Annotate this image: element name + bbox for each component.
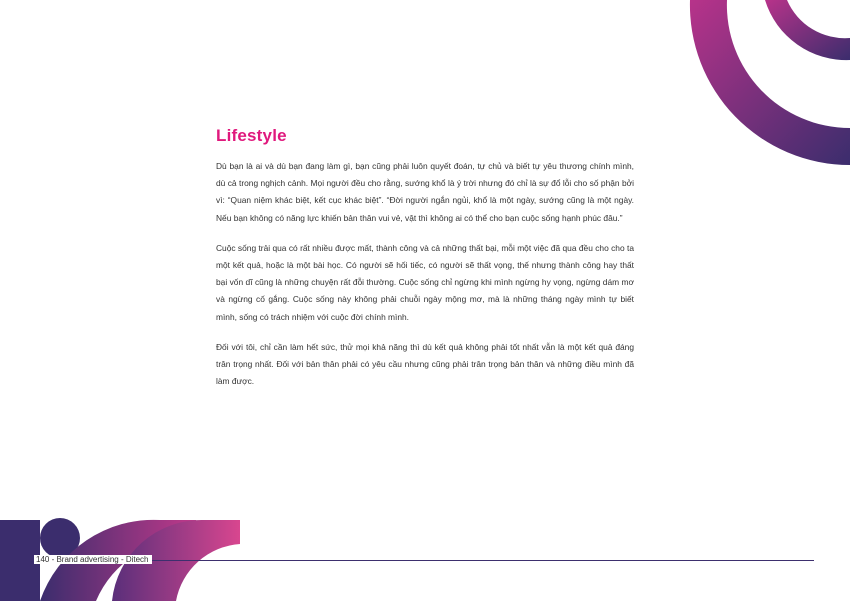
top-right-arc-inner (765, 0, 850, 60)
section-title: Lifestyle (216, 126, 287, 145)
paragraph-2: Cuộc sống trải qua có rất nhiều được mất, thành công và cả những thất bại, mỗi một việc đã qua đều cho cho ta một kết quả, hoặc là một bài học. Có người sẽ hối tiếc, có người sẽ thất vọng, thế nhưng thành công hay thất bại vốn dĩ cũng là những chuyện rất đỗi thường. Cuộc sống chỉ ngừng khi mình ngừng hy vọng, ngừng dám mơ và ngừng cố gắng. Cuộc sống này không phải chuỗi ngày mộng mơ, mà là những tháng ngày mình tự biết mình, sống có trách nhiệm với cuộc đời chính mình. (216, 242, 634, 322)
paragraph-1: Dù bạn là ai và dù bạn đang làm gì, bạn cũng phải luôn quyết đoán, tự chủ và biết tự yêu thương chính mình, dù cả trong nghịch cảnh. Mọi người đều cho rằng, sướng khổ là ý trời nhưng đó chỉ là sự đổ lỗi cho số phận bởi vì: “Quan niệm khác biệt, kết cục khác biệt”. “Đời người ngắn ngủi, khổ là một ngày, sướng cũng là một ngày. Nếu bạn không có năng lực khiến bản thân vui vẻ, vật thì không ai có thể cho bạn cuộc sống hạnh phúc đâu.” (216, 161, 634, 223)
footer-page-label: 140 - Brand advertising - Ditech (34, 555, 152, 564)
content-area (216, 126, 634, 403)
paragraph-3: Đối với tôi, chỉ cần làm hết sức, thử mọi khả năng thì dù kết quả không phải tốt nhất vẫn là một kết quả đáng trân trọng nhất. Đối với bản thân phải có yêu cầu nhưng cũng phải trân trọng bản thân và những điều mình đã làm được. (216, 341, 634, 387)
top-right-arc-outer (690, 0, 850, 165)
